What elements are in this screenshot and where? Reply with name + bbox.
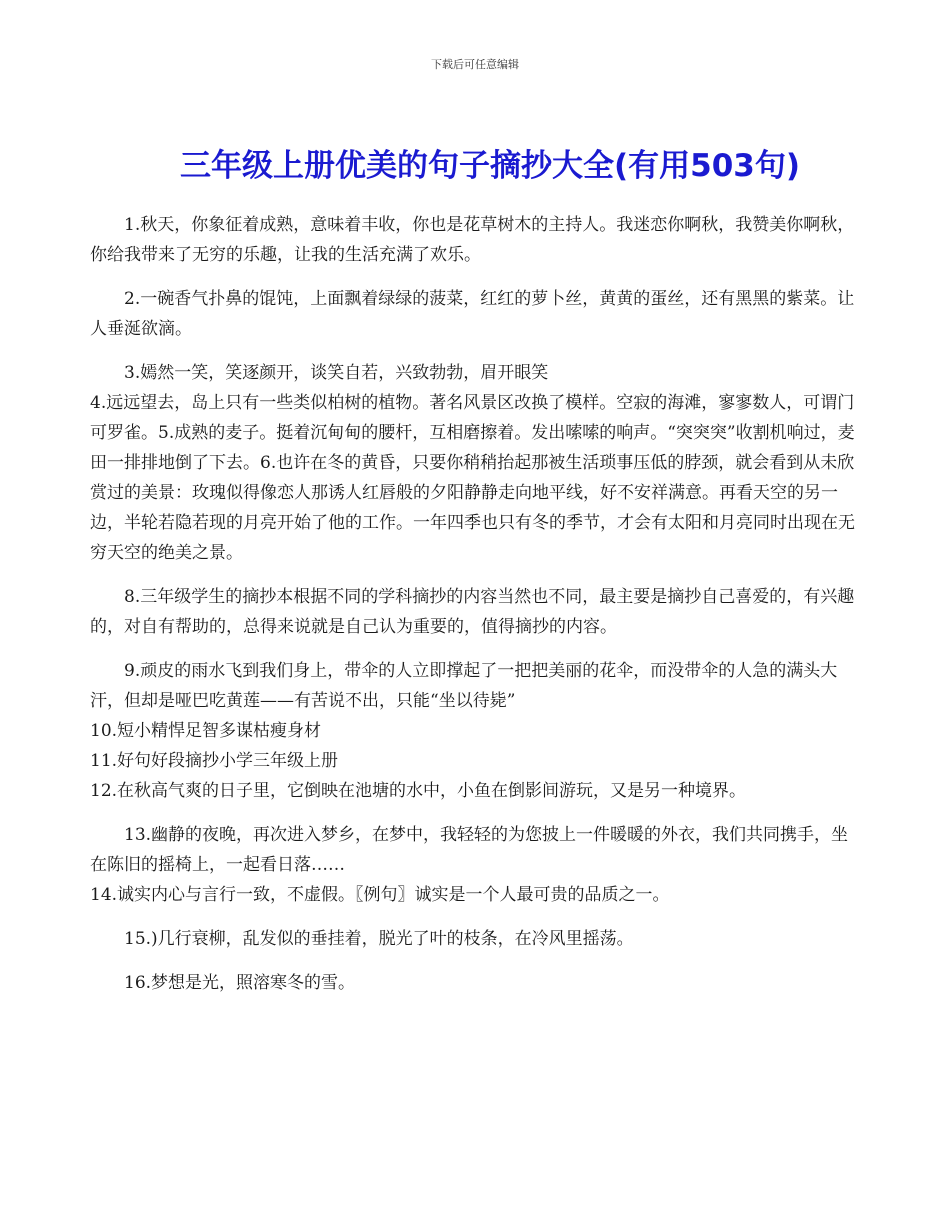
paragraph-2: 2.一碗香气扑鼻的馄饨，上面飘着绿绿的菠菜，红红的萝卜丝，黄黄的蛋丝，还有黑黑的紫菜。让人垂涎欲滴。 [90,289,855,339]
paragraph-14: 14.诚实内心与言行一致，不虚假。〖例句〗诚实是一个人最可贵的品质之一。 [90,885,670,905]
paragraph-16: 16.梦想是光，照溶寒冬的雪。 [124,973,356,993]
paragraph-3: 3.嫣然一笑，笑逐颜开，谈笑自若，兴致勃勃，眉开眼笑 [124,363,549,383]
paragraph-9: 9.顽皮的雨水飞到我们身上，带伞的人立即撑起了一把把美丽的花伞，而没带伞的人急的满头大汗，但却是哑巴吃黄莲——有苦说不出，只能“坐以待毙” [90,661,838,711]
paragraph-1: 1.秋天，你象征着成熟，意味着丰收，你也是花草树木的主持人。我迷恋你啊秋，我赞美你啊秋，你给我带来了无穷的乐趣，让我的生活充满了欢乐。 [90,215,855,265]
paragraph-13: 13.幽静的夜晚，再次进入梦乡，在梦中，我轻轻的为您披上一件暖暖的外衣，我们共同携手，坐在陈旧的摇椅上，一起看日落…… [90,825,849,875]
paragraph-11: 11.好句好段摘抄小学三年级上册 [90,751,339,771]
paragraph-8: 8.三年级学生的摘抄本根据不同的学科摘抄的内容当然也不同，最主要是摘抄自己喜爱的，有兴趣的，对自有帮助的，总得来说就是自己认为重要的，值得摘抄的内容。 [90,587,855,637]
document-title: 三年级上册优美的句子摘抄大全(有用503句) [179,148,801,184]
paragraph-15: 15.)几行衰柳，乱发似的垂挂着，脱光了叶的枝条，在冷风里摇荡。 [124,929,634,949]
paragraph-10: 10.短小精悍足智多谋枯瘦身材 [90,721,322,741]
document-body [90,210,865,998]
paragraph-12: 12.在秋高气爽的日子里，它倒映在池塘的水中，小鱼在倒影间游玩，又是另一种境界。 [90,781,747,801]
page-header: 下载后可任意编辑 [431,58,519,71]
paragraph-4: 4.远远望去，岛上只有一些类似柏树的植物。著名风景区改换了模样。空寂的海滩，寥寥数人，可谓门可罗雀。5.成熟的麦子。挺着沉甸甸的腰杆，互相磨擦着。发出嗦嗦的响声。“突突突”收割机响过，麦田一排排地倒了下去。6.也许在冬的黄昏，只要你稍稍抬起那被生活琐事压低的脖颈，就会看到从未欣赏过的美景：玫瑰似得像恋人那诱人红唇般的夕阳静静走向地平线，好不安祥满意。再看天空的另一边，半轮若隐若现的月亮开始了他的工作。一年四季也只有冬的季节，才会有太阳和月亮同时出现在无穷天空的绝美之景。 [90,393,855,563]
